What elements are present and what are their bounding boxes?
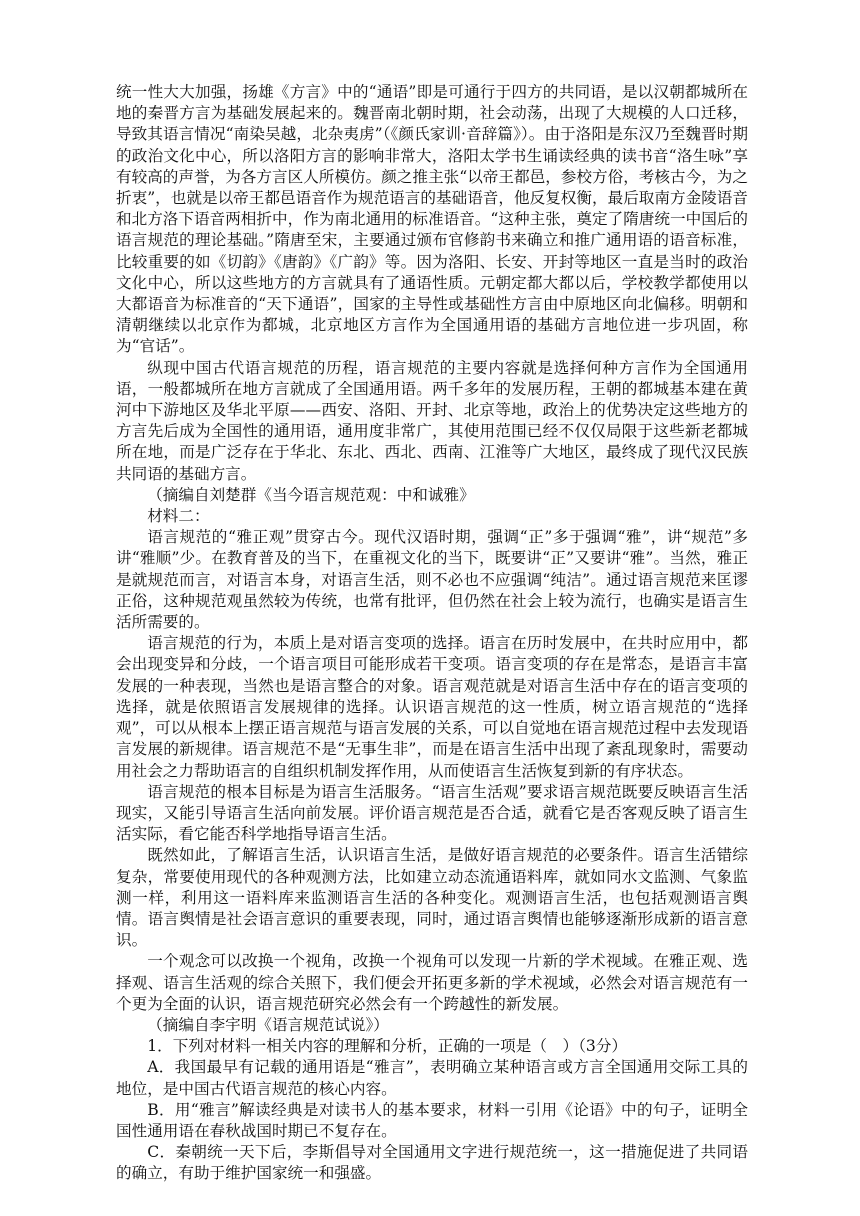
paragraph-selection-view: 语言规范的行为，本质上是对语言变项的选择。语言在历时发展中，在共时应用中，都会出现变异和分歧，一个语言项目可能形成若干变项。语言变项的存在是常态，是语言丰富发展的一种表现，当然也是语言整合的对象。语言观范就是对语言生活中存在的语言变项的选择，就是依照语言发展规律的选择。认识语言规范的这一性质，树立语言规范的“选择观”，可以从根本上摆正语言规范与语言发展的关系，可以自觉地在语言规范过程中去发现语言发展的新规律。语言规范不是“无事生非”，而是在语言生活中出现了紊乱现象时，需要动用社会之力帮助语言的自组织机制发挥作用，从而使语言生活恢复到新的有序状态。 (116, 634, 748, 780)
question-1-option-a: A．我国最早有记载的通用语是“雅言”，表明确立某种语言或方言全国通用交际工具的地位，是中国古代语言规范的核心内容。 (116, 1058, 748, 1098)
question-1-option-b: B．用“雅言”解读经典是对读书人的基本要求，材料一引用《论语》中的句子，证明全国性通用语在春秋战国时期已不复存在。 (116, 1100, 748, 1140)
source-note-material-one: （摘编自刘楚群《当今语言规范观：中和诚雅》 (147, 485, 475, 504)
source-note-material-two: （摘编自李宇明《语言规范试说》） (147, 1015, 389, 1034)
paragraph-observation: 既然如此，了解语言生活，认识语言生活，是做好语言规范的必要条件。语言生活错综复杂，常要使用现代的各种观测方法，比如建立动态流通语料库，就如同水文监测、气象监测一样，利用这一语料库来监测语言生活的各种变化。观测语言生活，也包括观测语言舆情。语言舆情是社会语言意识的重要表现，同时，通过语言舆情也能够逐渐形成新的语言意识。 (116, 846, 748, 950)
material-two-heading: 材料二： (147, 507, 210, 526)
document-body (116, 82, 748, 1185)
paragraph-elegance-view: 语言规范的“雅正观”贯穿古今。现代汉语时期，强调“正”多于强调“雅”，讲“规范”多讲“雅顺”少。在教育普及的当下，在重视文化的当下，既要讲“正”又要讲“雅”。当然，雅正是就规范而言，对语言本身，对语言生活，则不必也不应强调“纯洁”。通过语言规范来匡谬正俗，这种规范观虽然较为传统，也常有批评，但仍然在社会上较为流行，也确实是语言生活所需要的。 (116, 528, 748, 632)
paragraph-capital-dialect-summary: 纵现中国古代语言规范的历程，语言规范的主要内容就是选择何种方言作为全国通用语，一般都城所在地方言就成了全国通用语。两千多年的发展历程，王朝的都城基本建在黄河中下游地区及华北平原——西安、洛阳、开封、北京等地，政治上的优势决定这些地方的方言先后成为全国性的通用语，通用度非常广，其使用范围已经不仅仅局限于这些新老都城所在地，而是广泛存在于华北、东北、西北、西南、江淮等广大地区，最终成了现代汉民族共同语的基础方言。 (116, 358, 748, 483)
question-1-stem: 1．下列对材料一相关内容的理解和分析，正确的一项是（ ）（3分） (147, 1037, 628, 1056)
question-1-option-c: C．秦朝统一天下后，李斯倡导对全国通用文字进行规范统一，这一措施促进了共同语的确立，有助于维护国家统一和强盛。 (116, 1143, 748, 1183)
paragraph-language-life-view: 语言规范的根本目标是为语言生活服务。“语言生活观”要求语言规范既要反映语言生活现实，又能引导语言生活向前发展。评价语言规范是否合适，就看它是否客观反映了语言生活实际，看它能否科学地指导语言生活。 (116, 782, 748, 844)
paragraph-dialect-history: 统一性大大加强，扬雄《方言》中的“通语”即是可通行于四方的共同语，是以汉朝都城所在地的秦晋方言为基础发展起来的。魏晋南北朝时期，社会动荡，出现了大规模的人口迁移，导致其语言情况“南染吴越，北杂夷虏”（《颜氏家训·音辞篇》）。由于洛阳是东汉乃至魏晋时期的政治文化中心，所以洛阳方言的影响非常大，洛阳太学书生诵读经典的读书音“洛生咏”享有较高的声誉，为各方言区人所模仿。颜之推主张“以帝王都邑，参校方俗，考核古今，为之折衷”，也就是以帝王都邑语音作为规范语言的基础语音，他反复权衡，最后取南方金陵语音和北方洛下语音两相折中，作为南北通用的标准语音。“这种主张，奠定了隋唐统一中国后的语言规范的理论基础。”隋唐至宋，主要通过颁布官修韵书来确立和推广通用语的语音标准，比较重要的如《切韵》《唐韵》《广韵》等。因为洛阳、长安、开封等地区一直是当时的政治文化中心，所以这些地方的方言就具有了通语性质。元朝定都大都以后，学校教学都使用以大都语音为标准音的“天下通语”，国家的主导性或基础性方言由中原地区向北偏移。明朝和清朝继续以北京作为都城，北京地区方言作为全国通用语的基础方言地位进一步巩固，称为“官话”。 (116, 83, 748, 356)
paragraph-new-perspective: 一个观念可以改换一个视角，改换一个视角可以发现一片新的学术视域。在雅正观、选择观、语言生活观的综合关照下，我们便会开拓更多新的学术视域，必然会对语言规范有一个更为全面的认识，语言规范研究必然会有一个跨越性的新发展。 (116, 952, 748, 1013)
